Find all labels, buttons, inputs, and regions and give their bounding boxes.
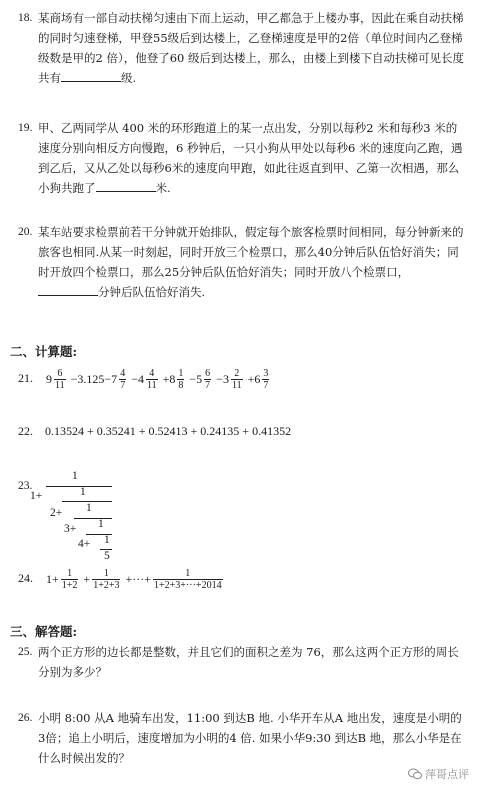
watermark — [408, 766, 469, 782]
fraction: $\frac{4}{11}$ — [146, 368, 157, 391]
fraction: $\frac{1}{1+2+3+\cdot\cdot\cdot+2014}$ — [154, 568, 222, 591]
question-number: 25. — [18, 646, 33, 658]
question-number: 23. — [18, 480, 33, 492]
answer-blank[interactable] — [38, 283, 98, 296]
fraction: $\frac{4}{7}$ — [120, 368, 126, 391]
fraction-bar — [74, 518, 112, 519]
expression: 0.13524 + 0.35241 + 0.52413 + 0.24135 + 0.41352 — [45, 424, 292, 438]
question-text: 某车站要求检票前若干分钟就开始排队，假定每个旅客检票时间相同，每分钟新来的旅客也相同.从某一时刻起，同时开放三个检票口，那么40分钟后队伍恰好消失；同时开放四个检票口，那么25分钟后队伍恰好消失；同时开放八个检票口， — [38, 225, 464, 279]
wechat-icon — [408, 768, 422, 780]
question-number: 24. — [18, 571, 33, 586]
question-text: 甲、乙两同学从 400 米的环形跑道上的某一点出发，分别以每秒2 米和每秒3 米的速度分别向相反方向慢跑，6 秒钟后，一只小狗从甲处以每秒6 米的速度向乙跑，遇到乙后，又从乙处以每秒6米的速度向甲跑，如此往返直到甲、乙第一次相遇，那么小狗共跑了 — [38, 121, 463, 195]
question-text: 某商场有一部自动扶梯匀速由下而上运动，甲乙都急于上楼办事，因此在乘自动扶梯的同时匀速登梯，甲登55级后到达楼上，乙登梯速度是甲的2倍（单位时间内乙登梯级数是甲的2 倍），他登了60 级后到达楼上，那么，由楼上到楼下自动扶梯可见长度共有 — [38, 11, 465, 85]
answer-blank[interactable] — [96, 179, 156, 192]
question-24: 24. 1+ $\frac{1}{1+2}$ + $\frac{1}{1+2+3}$ +···+ $\frac{1}{1+2+3+\cdot\cdot\cdot+2014}$ — [18, 568, 222, 591]
question-number: 19. — [18, 122, 33, 134]
fraction: $\frac{6}{11}$ — [55, 368, 65, 391]
section-heading-calculation: 二、计算题: — [10, 344, 78, 359]
watermark-text: 萍哥点评 — [425, 768, 469, 781]
question-text-end: 分钟后队伍恰好消失. — [98, 285, 206, 299]
question-22 — [18, 424, 291, 439]
fraction: $\frac{1}{1+2}$ — [61, 568, 78, 591]
question-text-end: 米. — [155, 181, 171, 195]
answer-blank[interactable] — [61, 69, 121, 82]
question-number: 21. — [18, 371, 33, 386]
question-18 — [18, 8, 466, 88]
question-number: 22. — [18, 424, 33, 438]
question-number: 26. — [18, 712, 33, 724]
fraction-bar — [46, 486, 112, 487]
question-text: 两个正方形的边长都是整数，并且它们的面积之差为 76，那么这两个正方形的周长分别为多少？ — [38, 645, 459, 679]
question-19 — [18, 118, 466, 198]
question-26 — [18, 708, 466, 768]
question-number: 18. — [18, 12, 33, 24]
question-number: 20. — [18, 226, 33, 238]
fraction: $\frac{2}{11}$ — [231, 368, 242, 391]
fraction: $\frac{3}{7}$ — [263, 368, 269, 391]
fraction: $\frac{1}{8}$ — [178, 368, 184, 391]
question-21: 21. 9 $\frac{6}{11}$ −3.125−7 $\frac{4}{7}$ −4 $\frac{4}{11}$ +8 $\frac{1}{8}$ −5 $\frac{6}{7}$ −3 $\frac{2}{11}$ +6 $\frac{3}{7}$ — [18, 368, 269, 391]
question-25 — [18, 642, 466, 682]
question-20 — [18, 222, 466, 302]
fraction: $\frac{6}{7}$ — [205, 368, 211, 391]
fraction: $\frac{1}{1+2+3}$ — [93, 568, 120, 591]
question-text: 小明 8:00 从A 地骑车出发，11:00 到达B 地. 小华开车从A 地出发，速度是小明的3倍；追上小明后，速度增加为小明的4 倍. 如果小华9:30 到达B 地，那么小华是在什么时候出发的？ — [38, 711, 462, 765]
question-text-end: 级. — [121, 71, 137, 85]
section-heading-answers: 三、解答题: — [10, 624, 78, 639]
